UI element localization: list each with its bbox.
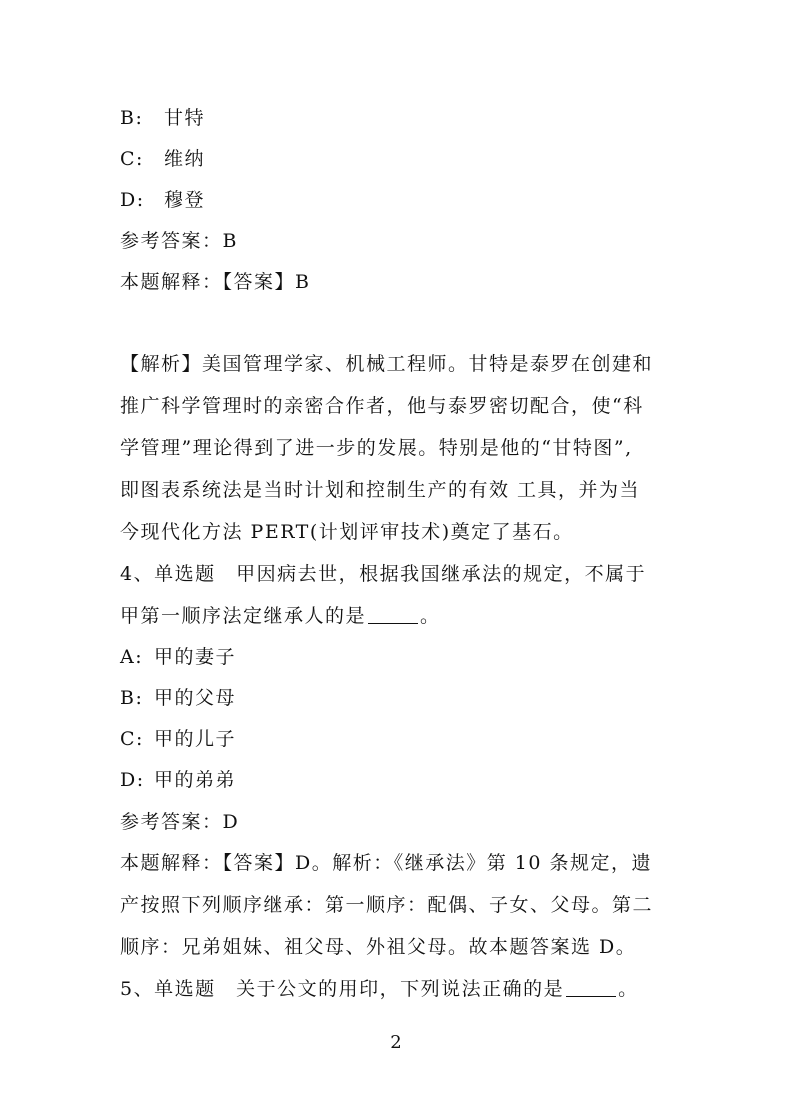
q5-stem-text: 5、单选题 关于公文的用印，下列说法正确的是 [120, 978, 565, 1000]
option-text: 甲的父母 [154, 687, 237, 709]
q3-analysis-line: 即图表系统法是当时计划和控制生产的有效 工具，并为当 [120, 479, 641, 501]
option-key: C: [120, 148, 144, 170]
answer-blank [368, 605, 418, 624]
q3-analysis-line: 今现代化方法 PERT(计划评审技术)奠定了基石。 [120, 521, 574, 543]
option-text: 甘特 [164, 107, 206, 129]
option-text: 甲的妻子 [154, 646, 237, 668]
option-text: 甲的儿子 [154, 728, 237, 750]
q4-explain-line: 本题解释：【答案】D。解析：《继承法》第 10 条规定，遗 [120, 852, 652, 874]
q4-explain-line: 顺序：兄弟姐妹、祖父母、外祖父母。故本题答案选 D。 [120, 936, 637, 958]
page-number: 2 [390, 1032, 402, 1053]
q3-option-b [120, 106, 680, 130]
q5-stem [120, 977, 680, 1001]
q4-option-c [120, 727, 680, 751]
option-key: B: [120, 107, 144, 129]
option-key: A: [120, 646, 144, 668]
option-key: D: [120, 189, 145, 211]
option-text: 甲的弟弟 [154, 769, 237, 791]
q4-explain-line: 产按照下列顺序继承：第一顺序：配偶、子女、父母。第二 [120, 894, 654, 916]
option-key: C: [120, 728, 144, 750]
option-key: B: [120, 687, 144, 709]
q3-answer: 参考答案：B [120, 230, 238, 252]
q4-stem-line2 [120, 604, 680, 628]
answer-blank [566, 978, 616, 997]
q3-analysis-line: 学管理”理论得到了进一步的发展。特别是他的“甘特图”, [120, 437, 633, 459]
option-text: 穆登 [164, 189, 206, 211]
q3-analysis-line: 【解析】美国管理学家、机械工程师。甘特是泰罗在创建和 [120, 353, 654, 375]
option-text: 维纳 [164, 148, 206, 170]
option-key: D: [120, 769, 145, 791]
q4-stem-line1: 4、单选题 甲因病去世，根据我国继承法的规定，不属于 [120, 563, 647, 585]
q4-answer: 参考答案：D [120, 811, 240, 833]
q5-stem-end: 。 [618, 978, 639, 1000]
q3-option-d [120, 188, 680, 212]
q4-option-a [120, 645, 680, 669]
q4-stem-text: 甲第一顺序法定继承人的是 [120, 605, 367, 627]
q4-stem-end: 。 [420, 605, 441, 627]
q3-option-c [120, 147, 680, 171]
q3-explain-head: 本题解释：【答案】B [120, 271, 311, 293]
q4-option-d [120, 768, 680, 792]
q4-option-b [120, 686, 680, 710]
q3-analysis-line: 推广科学管理时的亲密合作者，他与泰罗密切配合，使“科 [120, 395, 644, 417]
